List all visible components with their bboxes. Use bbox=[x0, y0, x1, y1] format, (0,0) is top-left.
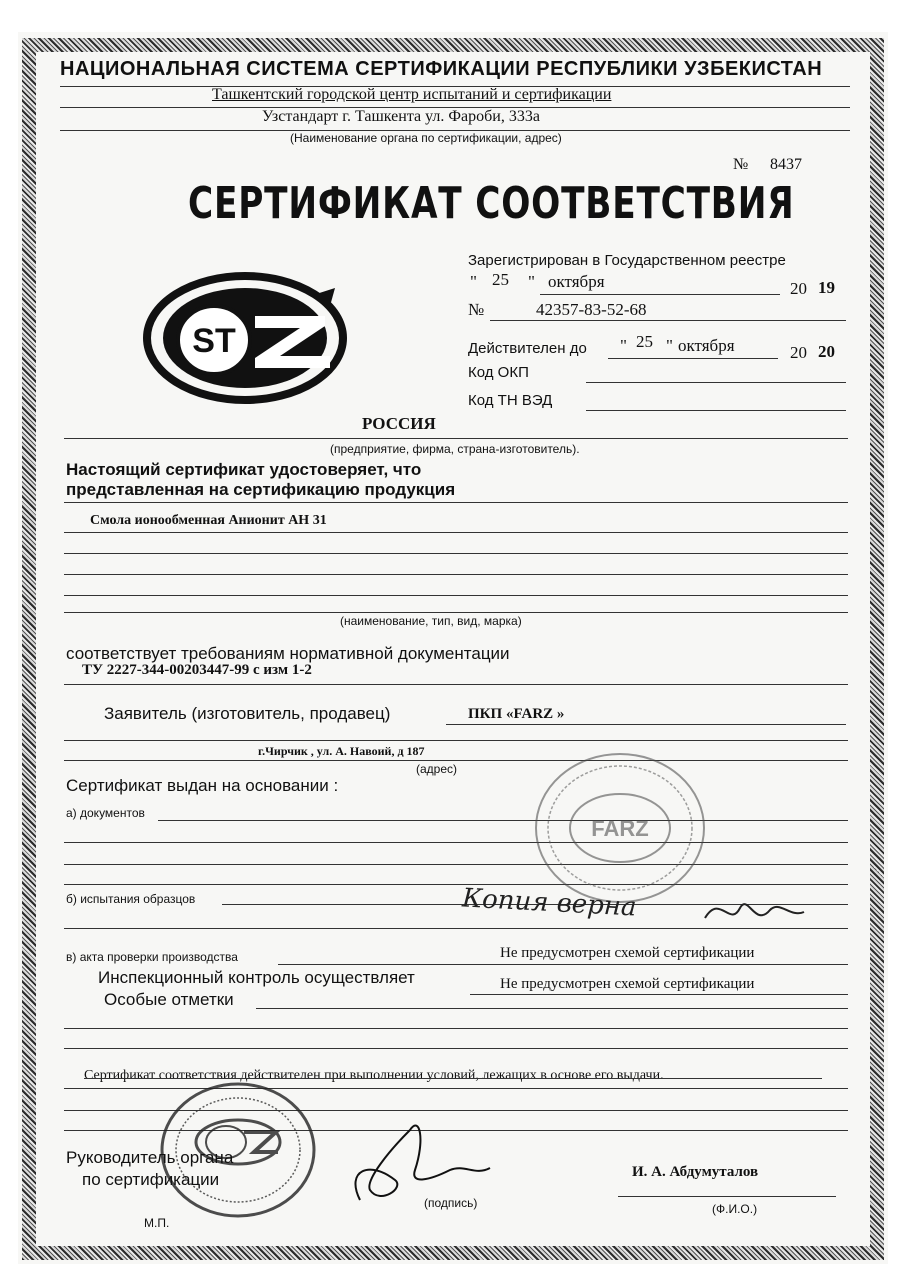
basis-audit-label: в) акта проверки производства bbox=[66, 950, 238, 964]
product-rule-1 bbox=[64, 532, 848, 533]
copy-certified-note: Копия верна bbox=[461, 883, 638, 923]
applicant-rule bbox=[446, 724, 846, 725]
product-caption: (наименование, тип, вид, марка) bbox=[340, 614, 522, 628]
registration-year-prefix: 20 bbox=[790, 279, 807, 298]
product-rule-3 bbox=[64, 574, 848, 575]
special-rule-2 bbox=[64, 1028, 848, 1029]
certification-logo bbox=[140, 268, 350, 408]
certifies-line-2: представленная на сертификацию продукция bbox=[66, 480, 456, 499]
tnved-rule bbox=[586, 410, 846, 411]
applicant-name: ПКП «FARZ » bbox=[468, 706, 565, 722]
valid-day-quote-close: " bbox=[666, 336, 673, 355]
center-address: Узстандарт г. Ташкента ул. Фароби, 333а bbox=[262, 108, 540, 125]
stamp-place-label: М.П. bbox=[144, 1216, 170, 1230]
normative-document: ТУ 2227-344-00203447-99 с изм 1-2 bbox=[82, 662, 312, 678]
documents-rule bbox=[158, 820, 848, 821]
basis-title: Сертификат выдан на основании : bbox=[66, 776, 339, 795]
inspection-rule bbox=[470, 994, 848, 995]
normative-line: соответствует требованиям нормативной документации bbox=[66, 644, 510, 663]
product-rule-0 bbox=[64, 502, 848, 503]
tnved-label: Код ТН ВЭД bbox=[468, 392, 553, 409]
valid-date-rule bbox=[608, 358, 778, 359]
special-rule bbox=[256, 1008, 848, 1009]
head-label-line-2: по сертификации bbox=[82, 1170, 220, 1189]
inspection-label: Инспекционный контроль осуществляет bbox=[98, 968, 415, 987]
signature-caption: (подпись) bbox=[424, 1196, 478, 1210]
manufacturer-country: РОССИЯ bbox=[362, 414, 436, 433]
product-name: Смола ионообменная Анионит АН 31 bbox=[90, 513, 327, 528]
manufacturer-rule bbox=[64, 438, 848, 439]
registration-number: 42357-83-52-68 bbox=[536, 300, 647, 319]
applicant-address: г.Чирчик , ул. А. Навоий, д 187 bbox=[258, 744, 425, 758]
product-rule-2 bbox=[64, 553, 848, 554]
applicant-address-caption: (адрес) bbox=[416, 762, 458, 776]
registration-day: 25 bbox=[492, 270, 509, 289]
reg-number-rule bbox=[490, 320, 846, 321]
certification-system-title: НАЦИОНАЛЬНАЯ СИСТЕМА СЕРТИФИКАЦИИ РЕСПУБЛИКИ УЗБЕКИСТАН bbox=[60, 58, 823, 80]
name-caption: (Ф.И.О.) bbox=[712, 1202, 758, 1216]
reg-number-label: № bbox=[468, 300, 485, 319]
basis-tests-label: б) испытания образцов bbox=[66, 892, 196, 906]
reg-day-quote-open: " bbox=[470, 272, 477, 291]
address-caption: (Наименование органа по сертификации, адрес) bbox=[290, 131, 562, 145]
okp-rule bbox=[586, 382, 846, 383]
okp-label: Код ОКП bbox=[468, 364, 529, 381]
special-notes-label: Особые отметки bbox=[104, 990, 234, 1009]
registration-year: 19 bbox=[818, 278, 835, 297]
valid-day: 25 bbox=[636, 332, 653, 351]
manufacturer-caption: (предприятие, фирма, страна-изготовитель). bbox=[330, 442, 580, 456]
valid-day-quote-open: " bbox=[620, 336, 627, 355]
stamp-text: FARZ bbox=[591, 816, 649, 841]
note-signature bbox=[700, 888, 810, 938]
applicant-label: Заявитель (изготовитель, продавец) bbox=[104, 704, 391, 723]
audit-rule bbox=[278, 964, 848, 965]
name-rule bbox=[618, 1196, 836, 1197]
applicant-address-rule bbox=[64, 760, 848, 761]
valid-month: октября bbox=[678, 336, 735, 355]
reg-day-quote-close: " bbox=[528, 272, 535, 291]
applicant-rule-2 bbox=[64, 740, 848, 741]
head-label-line-1: Руководитель органа bbox=[66, 1148, 234, 1167]
head-name: И. А. Абдумуталов bbox=[632, 1164, 759, 1180]
valid-year-prefix: 20 bbox=[790, 343, 807, 362]
certificate-title: СЕРТИФИКАТ СООТВЕТСТВИЯ bbox=[188, 178, 795, 229]
basis-documents-label: а) документов bbox=[66, 806, 145, 820]
registration-line: Зарегистрирован в Государственном реестре bbox=[468, 252, 786, 269]
basis-audit-value: Не предусмотрен схемой сертификации bbox=[500, 945, 755, 961]
certifies-line-1: Настоящий сертификат удостоверяет, что bbox=[66, 460, 422, 479]
product-rule-4 bbox=[64, 595, 848, 596]
valid-until-label: Действителен до bbox=[468, 340, 587, 357]
company-stamp bbox=[530, 748, 710, 908]
valid-year: 20 bbox=[818, 342, 835, 361]
inspection-value: Не предусмотрен схемой сертификации bbox=[500, 976, 755, 992]
registration-month: октября bbox=[548, 272, 605, 291]
validity-strike bbox=[84, 1078, 822, 1079]
reg-date-rule bbox=[540, 294, 780, 295]
normative-rule bbox=[64, 684, 848, 685]
special-rule-3 bbox=[64, 1048, 848, 1049]
documents-rule-4 bbox=[64, 884, 848, 885]
product-rule-5 bbox=[64, 612, 848, 613]
testing-center-name: Ташкентский городской центр испытаний и сертификации bbox=[212, 86, 612, 103]
number-label: № bbox=[733, 156, 749, 173]
logo-text: ST bbox=[192, 322, 236, 360]
validity-note: Сертификат соответствия действителен при выполнении условий, лежащих в основе его выдачи. bbox=[84, 1068, 664, 1083]
documents-rule-2 bbox=[64, 842, 848, 843]
certificate-number: 8437 bbox=[770, 156, 802, 173]
documents-rule-3 bbox=[64, 864, 848, 865]
